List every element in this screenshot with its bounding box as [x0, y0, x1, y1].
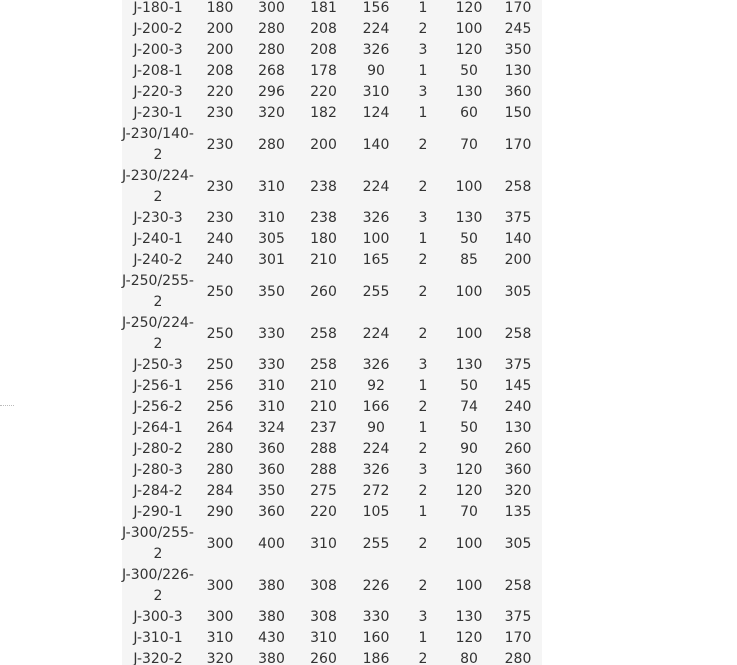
value-cell-1: 320: [206, 651, 234, 665]
value-cell-5: 2: [418, 21, 428, 37]
value-cell-5: 1: [418, 63, 428, 79]
table-row: [122, 523, 542, 565]
value-cell-6: 50: [460, 378, 478, 394]
value-cell-7: 245: [504, 21, 532, 37]
value-cell-5: 3: [418, 462, 428, 478]
value-cell-3: 210: [310, 399, 337, 415]
value-cell-5: 2: [418, 535, 428, 552]
value-cell-3: 220: [310, 84, 337, 100]
value-cell-2: 280: [258, 42, 285, 58]
value-cell-5: 3: [418, 609, 428, 625]
value-cell-7: 170: [504, 136, 532, 153]
value-cell-1: 180: [206, 0, 234, 16]
value-cell-4: 160: [362, 630, 390, 646]
value-cell-1: 284: [206, 483, 234, 499]
value-cell-4: 140: [362, 136, 390, 153]
value-cell-7: 375: [504, 210, 532, 226]
value-cell-3: 208: [310, 21, 337, 37]
value-cell-7: 320: [504, 483, 532, 499]
value-cell-1: 230: [206, 105, 234, 121]
value-cell-4: 186: [362, 651, 390, 665]
value-cell-5: 2: [418, 178, 428, 195]
value-cell-1: 264: [206, 420, 234, 436]
spec-table: [122, 0, 542, 665]
value-cell-3: 208: [310, 42, 337, 58]
table-row: [122, 82, 542, 103]
value-cell-4: 255: [362, 283, 390, 300]
value-cell-1: 280: [206, 462, 234, 478]
value-cell-2: 330: [258, 325, 285, 342]
value-cell-1: 230: [206, 136, 234, 153]
model-cell: J-180-1: [133, 0, 183, 16]
value-cell-3: 308: [310, 609, 337, 625]
value-cell-3: 288: [310, 462, 337, 478]
table-row: [122, 103, 542, 124]
value-cell-2: 400: [258, 535, 285, 552]
value-cell-1: 240: [206, 231, 234, 247]
table-row: [122, 460, 542, 481]
value-cell-1: 280: [206, 441, 234, 457]
value-cell-4: 100: [362, 231, 390, 247]
value-cell-5: 2: [418, 651, 428, 665]
value-cell-2: 324: [258, 420, 285, 436]
value-cell-2: 320: [258, 105, 285, 121]
value-cell-6: 60: [460, 105, 478, 121]
table-row: [122, 19, 542, 40]
model-cell: J-200-2: [133, 21, 183, 37]
model-cell: J-300-3: [133, 609, 183, 625]
value-cell-6: 50: [460, 63, 478, 79]
model-cell: J-264-1: [133, 420, 183, 436]
table-row: [122, 607, 542, 628]
value-cell-5: 3: [418, 210, 428, 226]
model-cell: J-310-1: [133, 630, 183, 646]
value-cell-2: 301: [258, 252, 285, 268]
value-cell-5: 3: [418, 42, 428, 58]
value-cell-3: 288: [310, 441, 337, 457]
table-row: [122, 397, 542, 418]
table-row: [122, 502, 542, 523]
value-cell-1: 256: [206, 399, 234, 415]
model-cell: J-256-1: [133, 378, 183, 394]
value-cell-3: 258: [310, 357, 337, 373]
model-cell: J-280-3: [133, 462, 183, 478]
value-cell-1: 300: [206, 535, 234, 552]
value-cell-6: 100: [455, 178, 483, 195]
value-cell-2: 380: [258, 651, 285, 665]
model-cell: J-230/224-2: [122, 168, 194, 205]
value-cell-1: 200: [206, 21, 234, 37]
table-row: [122, 355, 542, 376]
value-cell-7: 258: [504, 178, 532, 195]
value-cell-1: 310: [206, 630, 234, 646]
value-cell-3: 182: [310, 105, 337, 121]
model-cell: J-200-3: [133, 42, 183, 58]
value-cell-6: 130: [455, 609, 483, 625]
value-cell-6: 74: [460, 399, 478, 415]
value-cell-7: 305: [504, 283, 532, 300]
model-cell: J-256-2: [133, 399, 183, 415]
value-cell-2: 310: [258, 399, 285, 415]
value-cell-4: 90: [367, 63, 385, 79]
value-cell-5: 1: [418, 378, 428, 394]
value-cell-6: 120: [455, 462, 483, 478]
model-cell: J-280-2: [133, 441, 183, 457]
value-cell-5: 1: [418, 231, 428, 247]
model-cell: J-230-1: [133, 105, 183, 121]
value-cell-7: 375: [504, 357, 532, 373]
value-cell-1: 220: [206, 84, 234, 100]
value-cell-4: 105: [362, 504, 390, 520]
value-cell-3: 260: [310, 283, 337, 300]
model-cell: J-284-2: [133, 483, 183, 499]
value-cell-6: 130: [455, 210, 483, 226]
value-cell-2: 430: [258, 630, 285, 646]
value-cell-2: 268: [258, 63, 285, 79]
value-cell-5: 2: [418, 283, 428, 300]
model-cell: J-230/140-2: [122, 126, 194, 163]
table-row: [122, 229, 542, 250]
value-cell-2: 280: [258, 21, 285, 37]
value-cell-6: 50: [460, 420, 478, 436]
value-cell-6: 85: [460, 252, 478, 268]
value-cell-4: 326: [362, 42, 390, 58]
value-cell-5: 2: [418, 252, 428, 268]
value-cell-6: 100: [455, 21, 483, 37]
table-row: [122, 0, 542, 19]
value-cell-1: 208: [206, 63, 234, 79]
dotted-divider: [0, 405, 14, 406]
value-cell-5: 2: [418, 325, 428, 342]
value-cell-3: 238: [310, 210, 337, 226]
value-cell-3: 210: [310, 252, 337, 268]
value-cell-7: 170: [504, 0, 532, 16]
table-row: [122, 313, 542, 355]
value-cell-4: 156: [362, 0, 390, 16]
spec-table-container: [122, 0, 542, 665]
value-cell-6: 130: [455, 357, 483, 373]
value-cell-4: 90: [367, 420, 385, 436]
value-cell-3: 210: [310, 378, 337, 394]
value-cell-3: 310: [310, 535, 337, 552]
table-row: [122, 271, 542, 313]
value-cell-4: 330: [362, 609, 390, 625]
value-cell-2: 310: [258, 210, 285, 226]
value-cell-6: 100: [455, 325, 483, 342]
value-cell-5: 1: [418, 630, 428, 646]
value-cell-7: 140: [504, 231, 532, 247]
model-cell: J-220-3: [133, 84, 183, 100]
table-row: [122, 481, 542, 502]
model-cell: J-240-1: [133, 231, 183, 247]
value-cell-5: 1: [418, 420, 428, 436]
value-cell-2: 360: [258, 504, 285, 520]
value-cell-2: 380: [258, 577, 285, 594]
model-cell: J-250-3: [133, 357, 183, 373]
value-cell-1: 250: [206, 283, 234, 300]
value-cell-4: 92: [367, 378, 385, 394]
value-cell-7: 280: [504, 651, 532, 665]
value-cell-6: 100: [455, 283, 483, 300]
value-cell-2: 296: [258, 84, 285, 100]
value-cell-6: 120: [455, 630, 483, 646]
value-cell-5: 2: [418, 441, 428, 457]
model-cell: J-250/224-2: [122, 315, 194, 352]
value-cell-3: 260: [310, 651, 337, 665]
table-row: [122, 166, 542, 208]
table-row: [122, 40, 542, 61]
value-cell-4: 224: [362, 178, 390, 195]
value-cell-7: 258: [504, 325, 532, 342]
value-cell-6: 100: [455, 577, 483, 594]
value-cell-3: 238: [310, 178, 337, 195]
table-row: [122, 208, 542, 229]
value-cell-4: 272: [362, 483, 390, 499]
model-cell: J-208-1: [133, 63, 183, 79]
value-cell-7: 150: [504, 105, 532, 121]
value-cell-5: 3: [418, 357, 428, 373]
value-cell-6: 70: [460, 136, 478, 153]
table-row: [122, 124, 542, 166]
value-cell-3: 220: [310, 504, 337, 520]
value-cell-3: 258: [310, 325, 337, 342]
value-cell-4: 165: [362, 252, 390, 268]
value-cell-3: 275: [310, 483, 337, 499]
model-cell: J-320-2: [133, 651, 183, 665]
value-cell-6: 130: [455, 84, 483, 100]
table-row: [122, 649, 542, 665]
value-cell-3: 200: [310, 136, 337, 153]
value-cell-3: 180: [310, 231, 337, 247]
value-cell-4: 226: [362, 577, 390, 594]
value-cell-6: 80: [460, 651, 478, 665]
table-row: [122, 61, 542, 82]
value-cell-1: 256: [206, 378, 234, 394]
model-cell: J-300/255-2: [122, 525, 194, 562]
value-cell-3: 308: [310, 577, 337, 594]
value-cell-1: 300: [206, 609, 234, 625]
value-cell-4: 255: [362, 535, 390, 552]
table-row: [122, 250, 542, 271]
value-cell-1: 200: [206, 42, 234, 58]
value-cell-5: 2: [418, 483, 428, 499]
value-cell-7: 350: [504, 42, 532, 58]
value-cell-7: 130: [504, 420, 532, 436]
value-cell-7: 145: [504, 378, 532, 394]
value-cell-6: 100: [455, 535, 483, 552]
value-cell-6: 120: [455, 42, 483, 58]
table-row: [122, 439, 542, 460]
value-cell-3: 181: [310, 0, 337, 16]
value-cell-4: 310: [362, 84, 390, 100]
value-cell-4: 224: [362, 441, 390, 457]
value-cell-1: 230: [206, 210, 234, 226]
value-cell-5: 1: [418, 504, 428, 520]
value-cell-4: 326: [362, 210, 390, 226]
model-cell: J-230-3: [133, 210, 183, 226]
value-cell-4: 224: [362, 325, 390, 342]
value-cell-7: 258: [504, 577, 532, 594]
model-cell: J-250/255-2: [122, 273, 194, 310]
value-cell-7: 375: [504, 609, 532, 625]
value-cell-4: 166: [362, 399, 390, 415]
value-cell-7: 170: [504, 630, 532, 646]
model-cell: J-290-1: [133, 504, 183, 520]
value-cell-2: 310: [258, 378, 285, 394]
table-row: [122, 376, 542, 397]
value-cell-2: 360: [258, 441, 285, 457]
value-cell-1: 240: [206, 252, 234, 268]
model-cell: J-240-2: [133, 252, 183, 268]
value-cell-7: 305: [504, 535, 532, 552]
value-cell-6: 50: [460, 231, 478, 247]
value-cell-1: 250: [206, 325, 234, 342]
value-cell-2: 330: [258, 357, 285, 373]
value-cell-2: 380: [258, 609, 285, 625]
value-cell-6: 120: [455, 483, 483, 499]
value-cell-2: 360: [258, 462, 285, 478]
value-cell-5: 3: [418, 84, 428, 100]
value-cell-4: 124: [362, 105, 390, 121]
value-cell-5: 2: [418, 577, 428, 594]
value-cell-3: 237: [310, 420, 337, 436]
value-cell-3: 178: [310, 63, 337, 79]
value-cell-1: 290: [206, 504, 234, 520]
value-cell-2: 350: [258, 483, 285, 499]
value-cell-6: 90: [460, 441, 478, 457]
value-cell-5: 2: [418, 399, 428, 415]
value-cell-7: 130: [504, 63, 532, 79]
value-cell-6: 120: [455, 0, 483, 16]
value-cell-7: 135: [504, 504, 532, 520]
value-cell-7: 360: [504, 462, 532, 478]
value-cell-7: 200: [504, 252, 532, 268]
value-cell-3: 310: [310, 630, 337, 646]
value-cell-5: 1: [418, 105, 428, 121]
model-cell: J-300/226-2: [122, 567, 194, 604]
spec-table-body: [122, 0, 542, 665]
value-cell-7: 240: [504, 399, 532, 415]
table-row: [122, 628, 542, 649]
table-row: [122, 565, 542, 607]
value-cell-2: 280: [258, 136, 285, 153]
value-cell-2: 310: [258, 178, 285, 195]
value-cell-5: 2: [418, 136, 428, 153]
value-cell-1: 300: [206, 577, 234, 594]
value-cell-7: 260: [504, 441, 532, 457]
value-cell-4: 224: [362, 21, 390, 37]
value-cell-4: 326: [362, 462, 390, 478]
value-cell-2: 300: [258, 0, 285, 16]
table-row: [122, 418, 542, 439]
value-cell-2: 350: [258, 283, 285, 300]
value-cell-4: 326: [362, 357, 390, 373]
value-cell-1: 250: [206, 357, 234, 373]
value-cell-5: 1: [418, 0, 428, 16]
value-cell-1: 230: [206, 178, 234, 195]
value-cell-7: 360: [504, 84, 532, 100]
value-cell-6: 70: [460, 504, 478, 520]
value-cell-2: 305: [258, 231, 285, 247]
